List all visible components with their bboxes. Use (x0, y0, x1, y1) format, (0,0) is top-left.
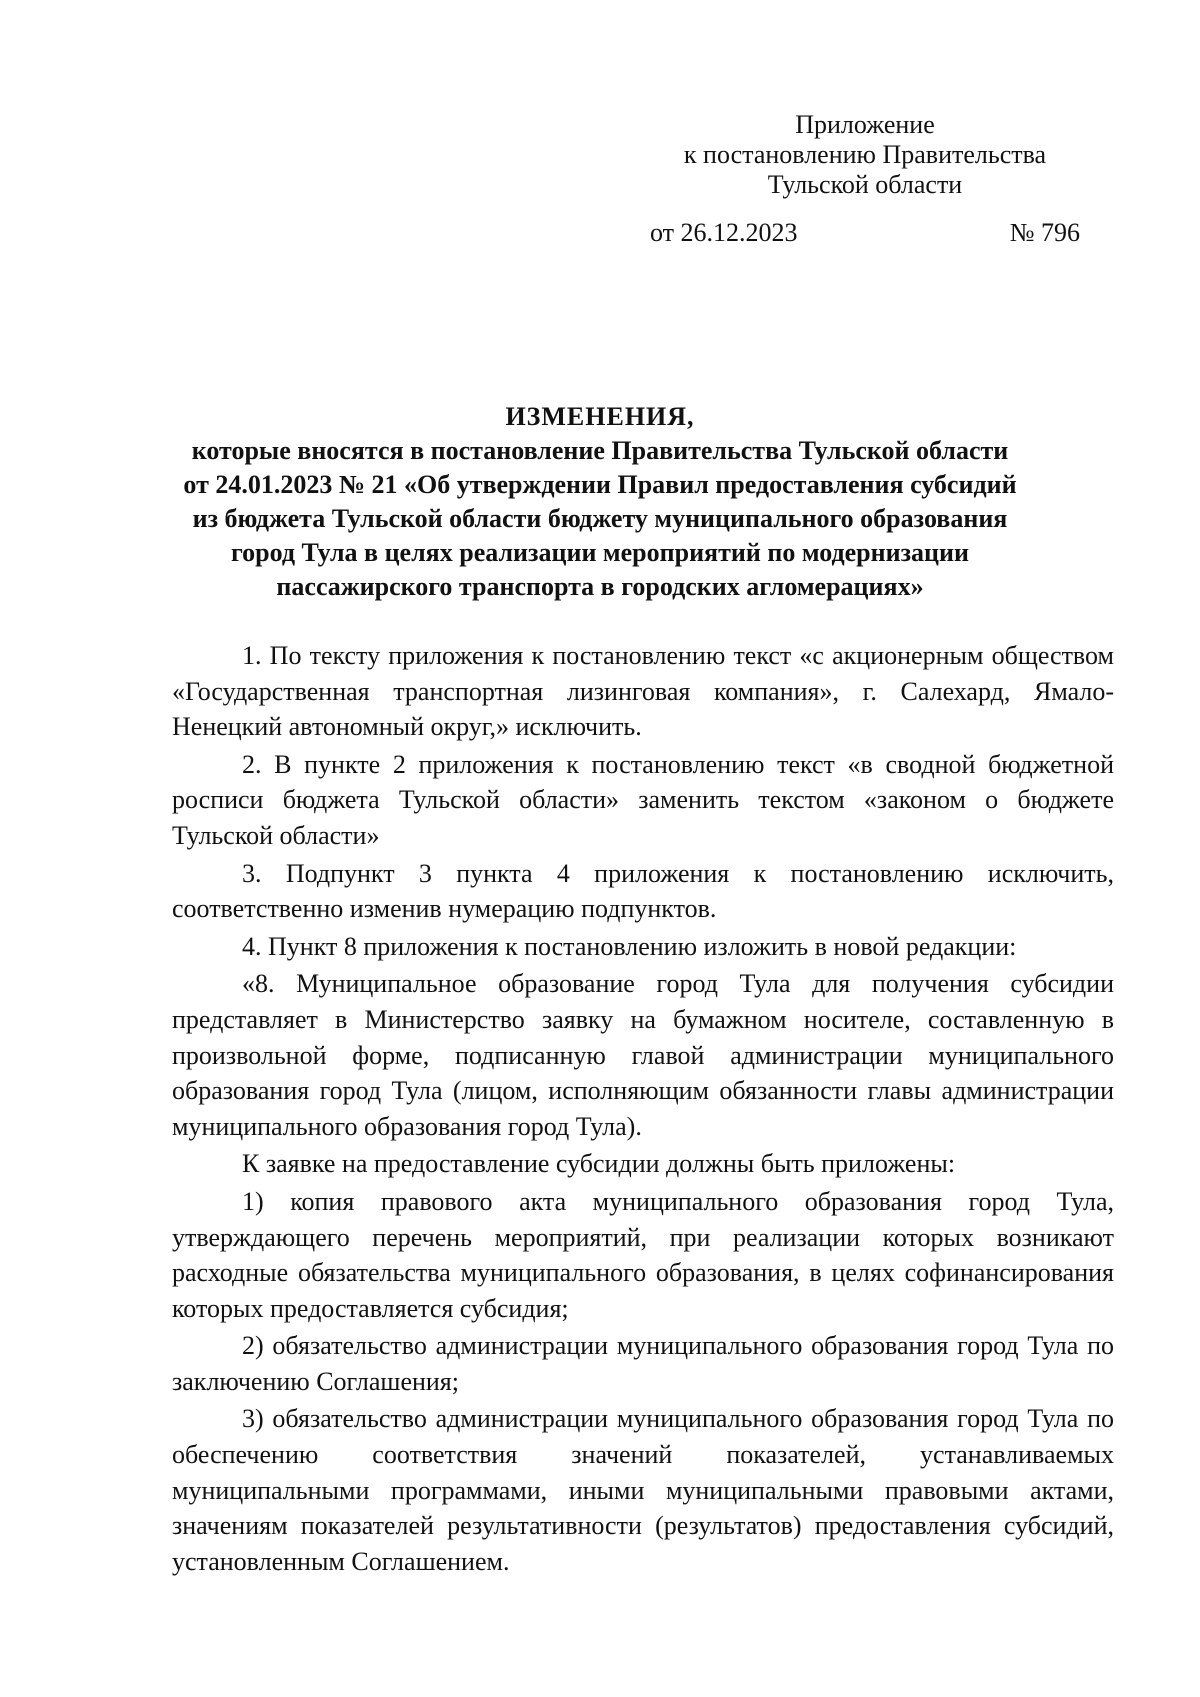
body-paragraph: 3. Подпункт 3 пункта 4 приложения к постановлению исключить, соответственно изменив нумерацию подпунктов. (172, 858, 1114, 924)
appendix-line: Приложение (795, 110, 935, 139)
appendix-line: Тульской области (767, 170, 963, 199)
body-paragraph: 1) копия правового акта муниципального образования город Тула, утверждающего перечень мероприятий, при реализации которых возникают расходные обязательства муниципального образования, в целях софинансирования которых предоставляется субсидия; (172, 1186, 1114, 1323)
appendix-line: к постановлению Правительства (683, 140, 1047, 169)
appendix-header (650, 110, 1080, 200)
body-paragraph: 3) обязательство администрации муниципального образования город Тула по обеспечению соответствия значений показателей, устанавливаемых муниципальными программами, иными муниципальными правовыми актами, значениям показателей результативности (результатов) предоставления субсидий, установленным Соглашением. (172, 1404, 1114, 1576)
document-body (172, 638, 1114, 1581)
body-paragraph: «8. Муниципальное образование город Тула для получения субсидии представляет в Министерство заявку на бумажном носителе, составленную в произвольной форме, подписанную главой администрации муниципального образования город Тула (лицом, исполняющим обязанности главы администрации муниципального образования город Тула). (172, 969, 1114, 1141)
body-paragraph: К заявке на предоставление субсидии должны быть приложены: (242, 1149, 956, 1179)
title-heading: ИЗМЕНЕНИЯ, (505, 402, 695, 431)
body-paragraph: 4. Пункт 8 приложения к постановлению изложить в новой редакции: (242, 931, 1017, 961)
title-line: пассажирского транспорта в городских агломерациях» (276, 572, 924, 601)
title-line: которые вносятся в постановление Правительства Тульской области (191, 436, 1009, 465)
document-title (150, 400, 1050, 604)
title-line: город Тула в целях реализации мероприятий по модернизации (231, 538, 969, 567)
document-date: от 26.12.2023 (650, 218, 798, 247)
body-paragraph: 2. В пункте 2 приложения к постановлению текст «в сводной бюджетной росписи бюджета Тульской области» заменить текстом «законом о бюджете Тульской области» (172, 749, 1114, 850)
body-paragraph: 1. По тексту приложения к постановлению текст «с акционерным обществом «Государственная транспортная лизинговая компания», г. Салехард, Ямало-Ненецкий автономный округ,» исключить. (172, 641, 1114, 742)
title-line: от 24.01.2023 № 21 «Об утверждении Правил предоставления субсидий (183, 470, 1017, 499)
title-line: из бюджета Тульской области бюджету муниципального образования (192, 504, 1008, 533)
body-paragraph: 2) обязательство администрации муниципального образования город Тула по заключению Соглашения; (172, 1331, 1114, 1396)
document-number: № 796 (1009, 218, 1080, 247)
